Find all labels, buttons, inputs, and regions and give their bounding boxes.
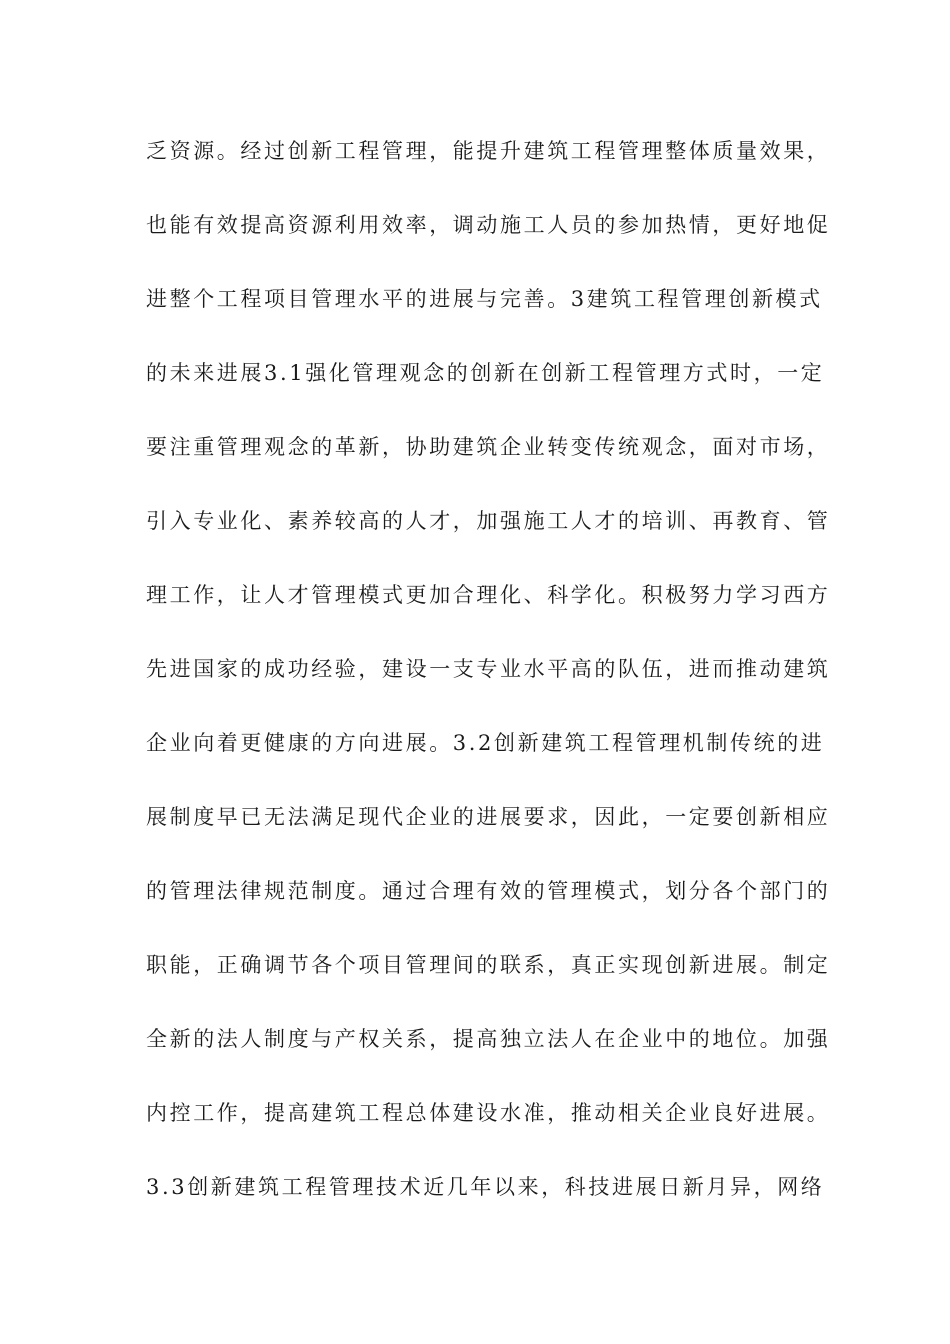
text-line-12: 职能，正确调节各个项目管理间的联系，真正实现创新进展。制定 [146, 953, 831, 977]
text-line-2: 也能有效提高资源利用效率，调动施工人员的参加热情，更好地促 [146, 213, 831, 237]
text-line-9: 企业向着更健康的方向进展。3.2创新建筑工程管理机制传统的进 [146, 731, 825, 755]
text-line-5: 要注重管理观念的革新，协助建筑企业转变传统观念，面对市场， [146, 435, 831, 459]
text-line-15: 3.3创新建筑工程管理技术近几年以来，科技进展日新月异，网络 [146, 1175, 825, 1199]
text-line-7: 理工作，让人才管理模式更加合理化、科学化。积极努力学习西方 [146, 583, 831, 607]
text-line-6: 引入专业化、素养较高的人才，加强施工人才的培训、再教育、管 [146, 509, 831, 533]
text-line-11: 的管理法律规范制度。通过合理有效的管理模式，划分各个部门的 [146, 879, 831, 903]
text-line-13: 全新的法人制度与产权关系，提高独立法人在企业中的地位。加强 [146, 1027, 831, 1051]
text-line-3: 进整个工程项目管理水平的进展与完善。3建筑工程管理创新模式 [146, 287, 823, 311]
text-line-10: 展制度早已无法满足现代企业的进展要求，因此，一定要创新相应 [146, 805, 831, 829]
body-text [146, 128, 836, 1238]
text-line-14: 内控工作，提高建筑工程总体建设水准，推动相关企业良好进展。 [146, 1101, 831, 1125]
text-line-1: 乏资源。经过创新工程管理，能提升建筑工程管理整体质量效果， [146, 139, 831, 163]
text-line-4: 的未来进展3.1强化管理观念的创新在创新工程管理方式时，一定 [146, 361, 825, 385]
text-line-8: 先进国家的成功经验，建设一支专业水平高的队伍，进而推动建筑 [146, 657, 831, 681]
